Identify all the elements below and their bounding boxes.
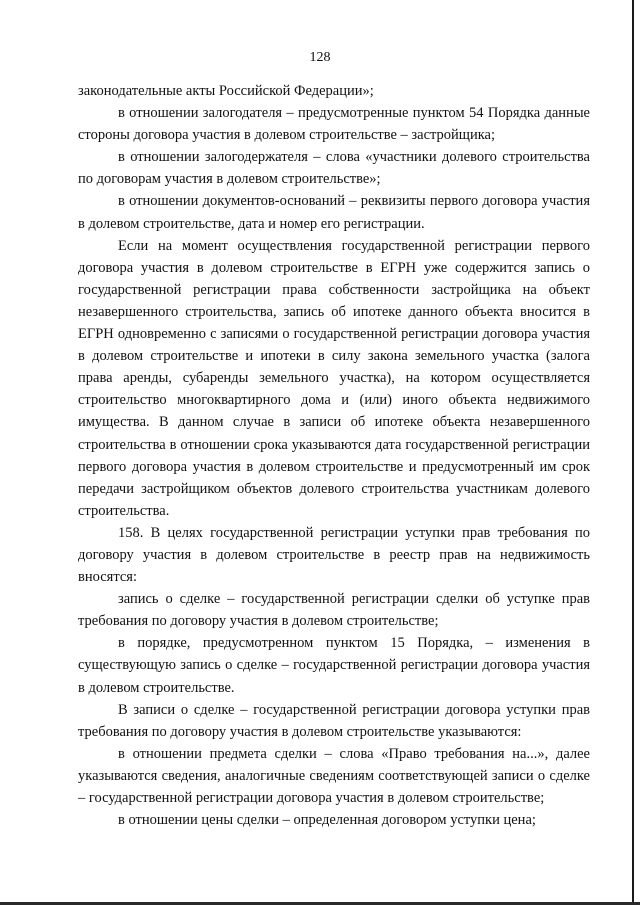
paragraph: в отношении залогодержателя – слова «участники долевого строительства по договорам участия в долевом строительстве»; xyxy=(78,149,590,188)
paragraph: В записи о сделке – государственной регистрации договора уступки прав требования по договору участия в долевом строительстве указываются: xyxy=(78,701,590,740)
paragraph: запись о сделке – государственной регистрации сделки об уступке прав требования по договору участия в долевом строительстве; xyxy=(78,591,590,630)
page-number: 128 xyxy=(309,50,331,65)
document-body xyxy=(78,80,590,831)
paragraph: в отношении залогодателя – предусмотренные пунктом 54 Порядка данные стороны договора участия в долевом строительстве – застройщика; xyxy=(78,105,590,144)
paragraph: Если на момент осуществления государственной регистрации первого договора участия в долевом строительстве в ЕГРН уже содержится запись о государственной регистрации права собственности застройщика на объект незавершенного строительства, запись об ипотеке данного объекта вносится в ЕГРН одновременно с записями о государственной регистрации договора участия в долевом строительстве и ипотеки в силу закона земельного участка (залога права аренды, субаренды земельного участка), на котором осуществляется строительство многоквартирного дома и (или) иного объекта недвижимого имущества. В данном случае в записи об ипотеке объекта незавершенного строительства в отношении срока указываются дата государственной регистрации первого договора участия в долевом строительстве и предусмотренный им срок передачи застройщиком объектов долевого строительства участникам долевого строительства. xyxy=(78,237,590,519)
paragraph: в отношении цены сделки – определенная договором уступки цена; xyxy=(118,812,536,829)
paragraph: в отношении документов-оснований – реквизиты первого договора участия в долевом строительстве, дата и номер его регистрации. xyxy=(78,193,590,232)
paragraph: в порядке, предусмотренном пунктом 15 Порядка, – изменения в существующую запись о сделке – государственной регистрации договора участия в долевом строительстве. xyxy=(78,635,590,696)
scan-edge-right xyxy=(632,0,634,905)
paragraph: в отношении предмета сделки – слова «Право требования на...», далее указываются сведения, аналогичные сведениям соответствующей записи о сделке – государственной регистрации договора участия в долевом строительстве; xyxy=(78,745,590,806)
paragraph: 158. В целях государственной регистрации уступки прав требования по договору участия в долевом строительстве в реестр прав на недвижимость вносятся: xyxy=(78,524,590,586)
paragraph: законодательные акты Российской Федерации»; xyxy=(78,83,374,99)
